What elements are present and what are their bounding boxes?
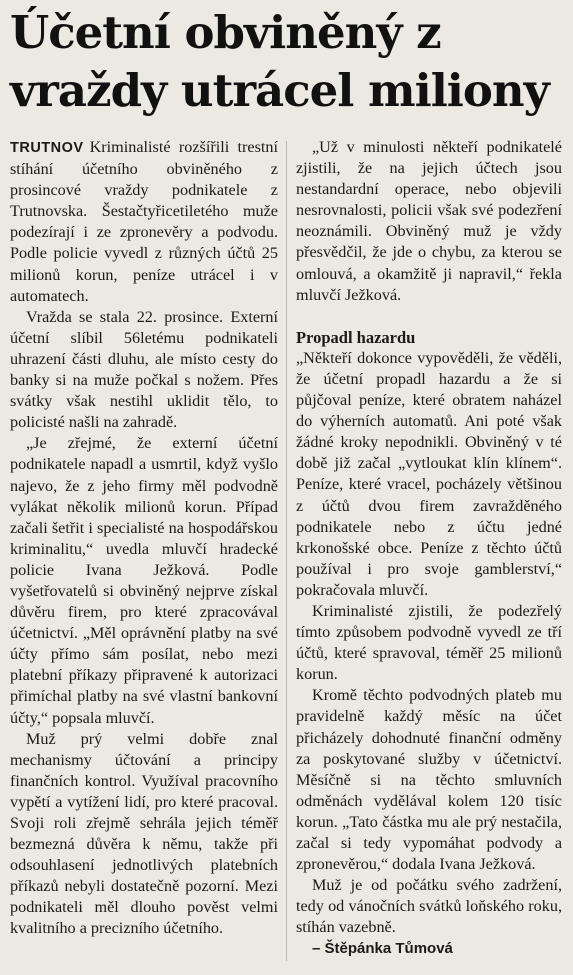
lead-paragraph <box>10 137 278 307</box>
paragraph: Kriminalisté zjistili, že podezřelý tímto způsobem podvodně vyvedl ze tří účtů, které spravoval, téměř 25 milionů korun. <box>296 601 562 684</box>
subheading: Propadl hazardu <box>296 327 416 347</box>
paragraph: Vražda se stala 22. prosince. Externí účetní slíbil 56letému podnikateli uhrazení části dluhu, ale místo cesty do banky si na muže počkal s nožem. Přes svátky však nestihl uklidit tělo, to policisté našli na zahradě. <box>10 307 278 432</box>
lead-text: Kriminalisté rozšířili trestní stíhání účetního obviněného z prosincové vraždy podnikatele z Trutnovska. Šestačtyřicetiletého muže podezírají i ze zpronevěry a podvodu. Podle policie vyvedl z různých účtů 25 milionů korun, peníze utrácel i v automatech. <box>10 138 278 305</box>
paragraph: Kromě těchto podvodných plateb mu pravidelně každý měsíc na účet přicházely dohodnuté finanční odměny za poskytované služby v účetnictví. Měsíčně si na těchto smluvních odměnách vydělával kolem 120 tisíc korun. „Tato částka mu ale prý nestačila, začal si tedy vypomáhat podvody a zpronevěrou,“ dodala Ivana Ježková. <box>296 686 562 874</box>
paragraph: „Už v minulosti někteří podnikatelé zjistili, že na jejich účtech jsou nestandardní operace, nebo objevili nesrovnalosti, policii však své podezření neoznámili. Obviněný muž je vždy přesvědčil, že jde o chybu, za kterou se omlouvá, a okamžitě ji napravil,“ řekla mluvčí Ježková. <box>296 138 562 304</box>
paragraph: Muž je od počátku svého zadržení, tedy od vánočních svátků loňského roku, stíhán vazebně. <box>296 876 562 937</box>
paragraph: „Je zřejmé, že externí účetní podnikatele napadl a usmrtil, když vyšlo najevo, že z jeho firmy měl podvodně vylákat několik milionů korun. Případ začali šetřit i specialisté na hospodářskou kriminalitu,“ uvedla mluvčí hradecké policie Ivana Ježková. Podle vyšetřovatelů si obviněný nejprve získal důvěru firem, pro které zpracovával účetnictví. „Měl oprávnění platby na své účty přímo sám posílat, nebo mezi platební příkazy připravené k autorizaci přimíchal platby na své vlastní bankovní účty,“ popsala mluvčí. <box>10 434 278 727</box>
paragraph: Muž prý velmi dobře znal mechanismy účtování a principy finančních kontrol. Využíval pracovního vypětí a vytížení lidí, pro které pracoval. Svoji roli zřejmě sehrála jejich téměř bezmezná důvěra k němu, takže při odsouhlasení jednotlivých platebních příkazů nebyli dostatečně pozorní. Mezi podnikateli měl dlouho pověst velmi kvalitního a precizního účetního. <box>10 729 278 938</box>
left-column <box>10 137 278 940</box>
column-divider <box>286 141 287 961</box>
paragraph: „Někteří dokonce vypověděli, že věděli, že účetní propadl hazardu a že si půjčoval peníze, které obratem naházel do výherních automatů. Ani poté však žádné kroky nepodnikli. Obviněný v té době již začal „vytloukat klín klínem“. Peníze, které vracel, pocházely většinou z účtů dvou firem zavražděného podnikatele nebo z účtu jedné krkonošské obce. Peníze z těchto účtů používal i pro svoje gamblerství,“ pokračovala mluvčí. <box>296 348 562 599</box>
dateline: TRUTNOV <box>10 140 84 156</box>
right-column <box>296 137 562 960</box>
headline: Účetní obviněný z vraždy utrácel miliony <box>10 6 549 117</box>
byline: – Štěpánka Tůmová <box>312 940 453 958</box>
